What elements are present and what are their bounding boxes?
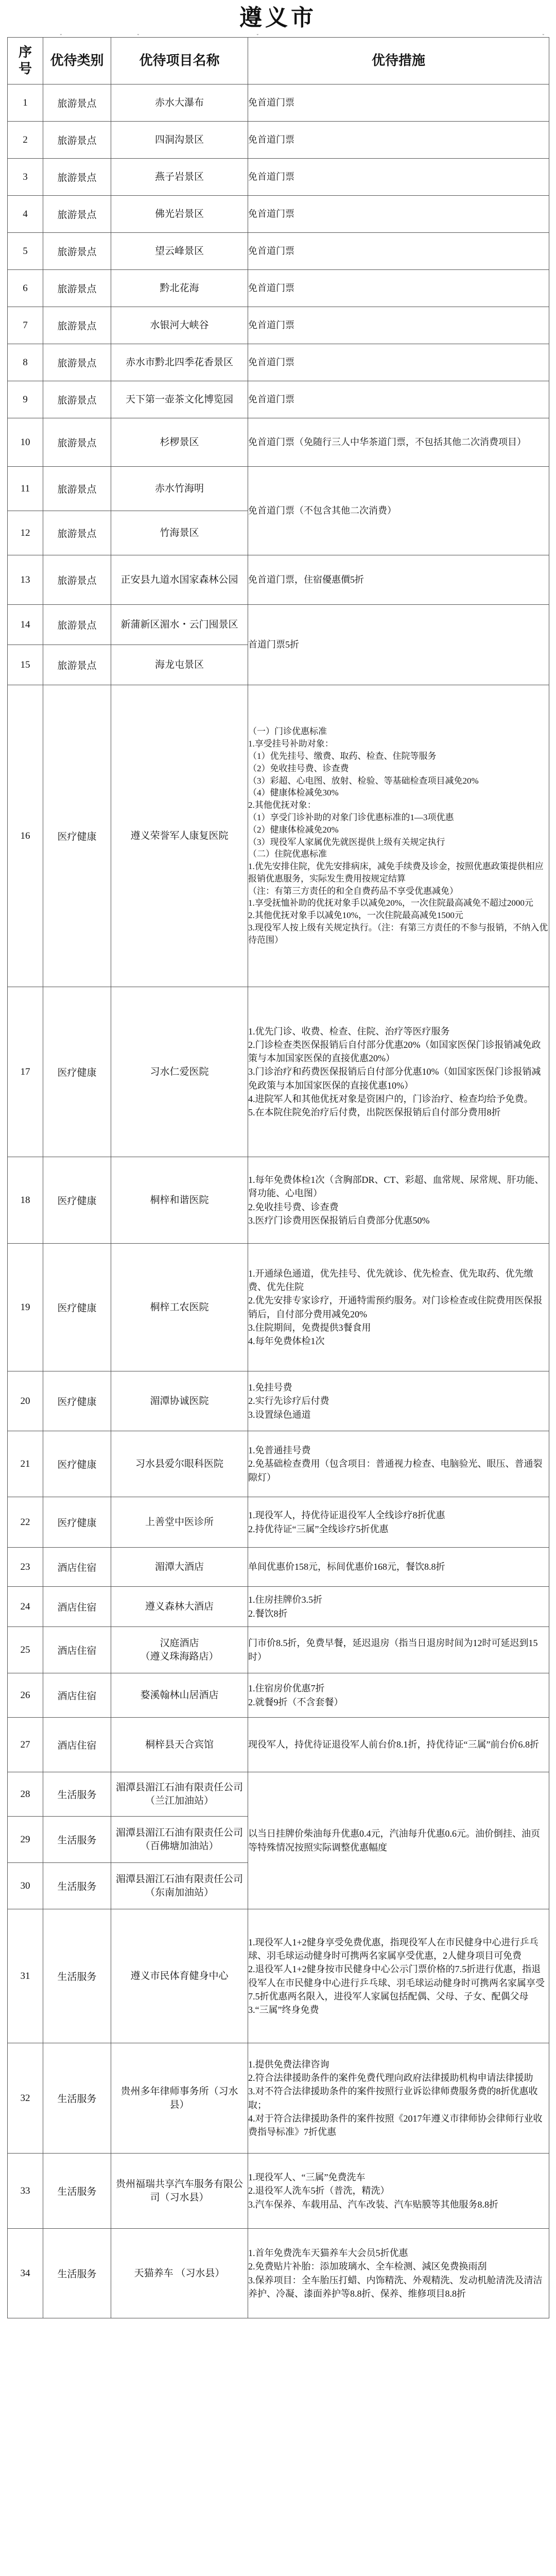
row-measure: 门市价8.5折，免费早餐，延迟退房（指当日退房时间为12时可延迟到15时） [248, 1627, 549, 1673]
row-no: 16 [8, 685, 43, 987]
row-name: 湄潭县湄江石油有限责任公司（百佛塘加油站） [115, 1827, 243, 1852]
row-measure: 1.免普通挂号费 2.免基础检查费用（包含项目：普通视力检查、电脑验光、眼压、普通裂隙灯） [248, 1431, 549, 1497]
row-measure: 1.住房挂牌价3.5折 2.餐饮8折 [248, 1587, 549, 1627]
row-type: 医疗健康 [43, 987, 111, 1157]
table-row [8, 1497, 549, 1548]
row-no: 33 [8, 2154, 43, 2229]
row-type: 医疗健康 [43, 685, 111, 987]
row-type: 生活服务 [43, 2229, 111, 2318]
row-type: 酒店住宿 [43, 1673, 111, 1718]
row-type: 医疗健康 [43, 1497, 111, 1548]
table-row [8, 1244, 549, 1371]
row-no: 23 [8, 1548, 43, 1587]
row-type: 酒店住宿 [43, 1627, 111, 1673]
row-no: 29 [8, 1817, 43, 1863]
row-measure: 1.住宿房价优惠7折 2.就餐9折（不含套餐） [248, 1673, 549, 1718]
row-no: 32 [8, 2043, 43, 2154]
row-no: 9 [8, 381, 43, 418]
row-name: 上善堂中医诊所 [145, 1516, 214, 1528]
row-name: 汉庭酒店 （遵义珠海路店） [140, 1637, 219, 1662]
row-type: 医疗健康 [43, 1244, 111, 1371]
row-name: 湄潭县湄江石油有限责任公司（兰江加油站） [115, 1782, 243, 1806]
table-row [8, 344, 549, 381]
row-measure: 首道门票5折 [248, 605, 549, 685]
row-name: 正安县九道水国家森林公园 [120, 574, 238, 585]
row-no: 31 [8, 1909, 43, 2043]
row-no: 8 [8, 344, 43, 381]
row-type: 旅游景点 [43, 307, 111, 344]
table-row [8, 159, 549, 196]
row-name: 杉椤景区 [160, 436, 199, 448]
row-name: 贵州多年律师事务所（习水县） [120, 2086, 238, 2110]
row-name: 黔北花海 [160, 282, 199, 294]
row-no: 21 [8, 1431, 43, 1497]
row-no: 6 [8, 270, 43, 307]
row-no: 19 [8, 1244, 43, 1371]
row-no: 10 [8, 418, 43, 467]
row-measure: 免首道门票 [248, 381, 549, 418]
row-name: 赤水竹海明 [154, 483, 204, 494]
table-row [8, 987, 549, 1157]
header-measure: 优待措施 [248, 38, 549, 84]
row-type: 旅游景点 [43, 381, 111, 418]
row-name: 遵义荣誉军人康复医院 [130, 830, 229, 841]
row-type: 旅游景点 [43, 196, 111, 233]
row-name: 天下第一壶茶文化博览园 [125, 394, 233, 405]
row-measure: 1.现役军人、“三属”免费洗车 2.退役军人洗车5折（普洗，精洗） 3.汽车保养、车载用品、汽车改装、汽车贴膜等其他服务8.8折 [248, 2154, 549, 2229]
row-no: 28 [8, 1772, 43, 1817]
row-measure: 免首道门票 [248, 122, 549, 159]
row-type: 旅游景点 [43, 84, 111, 122]
row-measure: 免首道门票，住宿優惠價5折 [248, 555, 549, 605]
row-name: 望云峰景区 [154, 245, 204, 257]
row-name: 桐梓和谐医院 [150, 1194, 209, 1206]
marker-mark: ⌄ [256, 31, 259, 36]
row-type: 旅游景点 [43, 159, 111, 196]
row-no: 20 [8, 1371, 43, 1431]
row-no: 7 [8, 307, 43, 344]
row-measure: 1.提供免费法律咨询 2.符合法律援助条件的案件免费代理向政府法律援助机构申请法律援助 3.对不符合法律援助条件的案件按照行业诉讼律师费服务费的8折优惠收取； 4.对于符合法律援助条件的案件按照《2017年遵义市律师协会律师行业收费指导标准》7折优惠 [248, 2043, 549, 2154]
row-measure: 免首道门票 [248, 270, 549, 307]
row-name: 桐梓工农医院 [150, 1301, 209, 1313]
table-row [8, 1772, 549, 1817]
row-measure: （一）门诊优惠标准 1.享受挂号补助对象： （1）优先挂号、缴费、取药、检查、住院等服务 （2）免收挂号费、诊查费 （3）彩超、心电图、放射、检验、等基础检查项目减免20% （4）健康体检减免30% 2.其他优抚对象： （1）享受门诊补助的对象门诊优惠标准的1—3项优惠 （2）健康体检减免20% （3）现役军人家属优先就医提供上级有关规定执行 （二）住院优惠标准 1.优先安排住院，优先安排病床，减免手续费及诊金，按照优惠政策提供相应报销优惠服务，实际发生费用按规定结算 （注：有第三方责任的和全自费药品不享受优惠减免） 1.享受抚恤补助的优抚对象手以减免20%，一次住院最高减免不超过2000元 2.其他优抚对象手以减免10%，一次住院最高减免1500元 3.现役军人按上级有关规定执行。（注：有第三方责任的不参与报销，不纳入优待范围） [248, 685, 549, 987]
table-row [8, 1157, 549, 1244]
row-type: 生活服务 [43, 1863, 111, 1909]
table-header-row [8, 38, 549, 84]
row-name: 遵义森林大酒店 [145, 1601, 214, 1612]
row-no: 3 [8, 159, 43, 196]
row-measure: 免首道门票 [248, 307, 549, 344]
row-no: 34 [8, 2229, 43, 2318]
row-type: 医疗健康 [43, 1371, 111, 1431]
table-row [8, 467, 549, 511]
row-no: 1 [8, 84, 43, 122]
row-measure: 免首道门票 [248, 233, 549, 270]
marker-mark: ⌄ [542, 31, 545, 36]
row-measure: 1.现役军人，持优待证退役军人全线诊疗8折优惠 2.持优待证“三属”全线诊疗5折优惠 [248, 1497, 549, 1548]
row-type: 旅游景点 [43, 233, 111, 270]
row-type: 生活服务 [43, 2043, 111, 2154]
row-type: 旅游景点 [43, 645, 111, 685]
row-no: 14 [8, 605, 43, 645]
row-measure: 1.免挂号费 2.实行先诊疗后付费 3.设置绿色通道 [248, 1371, 549, 1431]
row-name: 湄潭大酒店 [154, 1561, 204, 1572]
row-type: 酒店住宿 [43, 1548, 111, 1587]
header-type: 优待类别 [43, 38, 111, 84]
table-row [8, 233, 549, 270]
header-no: 序 号 [8, 38, 43, 84]
row-type: 生活服务 [43, 1772, 111, 1817]
row-measure: 免首道门票（免随行三人中华茶道门票，不包括其他二次消费项目） [248, 418, 549, 467]
table-row [8, 1371, 549, 1431]
page-title: 遵义市 [239, 5, 317, 30]
marker-mark: ⌄ [136, 31, 140, 36]
benefits-table [7, 37, 549, 2318]
table-row [8, 2154, 549, 2229]
row-type: 旅游景点 [43, 467, 111, 511]
row-measure: 1.每年免费体检1次（含胸部DR、CT、彩超、血常规、尿常规、肝功能、肾功能、心电图） 2.免收挂号费、诊查费 3.医疗门诊费用医保报销后自费部分优惠50% [248, 1157, 549, 1244]
row-no: 30 [8, 1863, 43, 1909]
row-type: 旅游景点 [43, 122, 111, 159]
row-type: 酒店住宿 [43, 1587, 111, 1627]
row-type: 旅游景点 [43, 605, 111, 645]
row-measure: 免首道门票 [248, 159, 549, 196]
row-no: 4 [8, 196, 43, 233]
row-type: 医疗健康 [43, 1157, 111, 1244]
row-type: 旅游景点 [43, 418, 111, 467]
row-measure: 免首道门票 [248, 344, 549, 381]
table-row [8, 122, 549, 159]
row-name: 习水县爱尔眼科医院 [135, 1458, 223, 1469]
row-measure: 免首道门票（不包含其他二次消费） [248, 467, 549, 555]
table-row [8, 1548, 549, 1587]
table-row [8, 1587, 549, 1627]
row-no: 15 [8, 645, 43, 685]
table-row [8, 1627, 549, 1673]
row-type: 旅游景点 [43, 344, 111, 381]
table-row [8, 307, 549, 344]
row-type: 旅游景点 [43, 270, 111, 307]
row-no: 24 [8, 1587, 43, 1627]
row-type: 旅游景点 [43, 511, 111, 555]
row-name: 湄潭县湄江石油有限责任公司（东南加油站） [115, 1873, 243, 1898]
row-no: 13 [8, 555, 43, 605]
row-type: 医疗健康 [43, 1431, 111, 1497]
table-row [8, 270, 549, 307]
table-row [8, 1673, 549, 1718]
row-name: 新蒲新区湄水・云门囤景区 [120, 619, 238, 630]
row-measure: 单间优惠价158元，标间优惠价168元，餐饮8.8折 [248, 1548, 549, 1587]
row-type: 生活服务 [43, 1817, 111, 1863]
table-row [8, 685, 549, 987]
row-name: 婺溪翰林山居酒店 [140, 1689, 219, 1701]
row-measure: 1.首年免费洗车天猫养车大会员5折优惠 2.免费贴片补胎：添加玻璃水、全车检测、減区免费换雨刮 3.保养项目：全车胎压打蜡、内饰精洗、外观精洗、发动机舱清洗及清洁养护、冷凝、漆面养护等8.8折、保养、维修项目8.8折 [248, 2229, 549, 2318]
row-name: 赤水大瀑布 [154, 97, 204, 108]
row-type: 生活服务 [43, 2154, 111, 2229]
row-name: 水银河大峡谷 [150, 319, 209, 331]
row-no: 22 [8, 1497, 43, 1548]
table-row [8, 2229, 549, 2318]
row-measure: 以当日挂牌价柴油每升优惠0.4元，汽油每升优惠0.6元。油价倒挂、油页等特殊情况按照实际调整优惠幅度 [248, 1772, 549, 1909]
row-no: 2 [8, 122, 43, 159]
table-row [8, 605, 549, 645]
table-row [8, 1431, 549, 1497]
header-name: 优待项目名称 [111, 38, 248, 84]
row-name: 湄潭协诚医院 [150, 1395, 209, 1406]
row-name: 桐梓县天合宾馆 [145, 1739, 214, 1750]
row-measure: 1.优先门诊、收费、检查、住院、治疗等医疗服务 2.门诊检查类医保报销后自付部分优惠20%（如国家医保门诊报销减免政策与本加国家医保的直接优惠20%） 3.门诊治疗和药费医保报销后自付部分优惠10%（如国家医保门诊报销减免政策与本加国家医保的直接优惠10%） 4.进院军人和其他优抚对象是资困户的，门诊治疗、检查均给予免费。 5.在本院住院免治疗后付费，出院医保报销后自付部分费用8折 [248, 987, 549, 1157]
column-markers [0, 32, 556, 36]
row-type: 酒店住宿 [43, 1718, 111, 1772]
row-no: 18 [8, 1157, 43, 1244]
row-name: 赤水市黔北四季花香景区 [125, 357, 233, 368]
row-no: 25 [8, 1627, 43, 1673]
row-name: 天猫养车 （习水县） [134, 2267, 225, 2279]
table-row [8, 381, 549, 418]
row-name: 四洞沟景区 [154, 134, 204, 145]
row-no: 11 [8, 467, 43, 511]
row-measure: 1.现役军人1+2健身享受免费优惠，指现役军人在市民健身中心进行乒乓球、羽毛球运动健身时可携两名家属享受优惠，2人健身项目可免费 2.退役军人1+2健身按市民健身中心公示门票价格的7.5折进行优惠，指退役军人在市民健身中心进行乒乓球、羽毛球运动健身时可携两名家属享受7.5折优惠两名限入，进役军人家属包括配偶、父母、子女、配偶父母 3.“三属”终身免费 [248, 1909, 549, 2043]
table-row [8, 2043, 549, 2154]
row-no: 5 [8, 233, 43, 270]
row-measure: 免首道门票 [248, 84, 549, 122]
row-name: 燕子岩景区 [154, 171, 204, 182]
table-row [8, 84, 549, 122]
row-name: 海龙屯景区 [154, 659, 204, 670]
row-name: 竹海景区 [160, 527, 199, 538]
row-measure: 1.开通绿色通道，优先挂号、优先就诊、优先检查、优先取药、优先缴费、优先住院 2.优先安排专家诊疗，开通特需预约服务。对门诊检查或住院费用医保报销后，自付部分费用减免20% 3.住院期间，免费提供3餐食用 4.每年免费体检1次 [248, 1244, 549, 1371]
marker-mark: ⌄ [59, 31, 63, 36]
table-row [8, 1909, 549, 2043]
row-no: 26 [8, 1673, 43, 1718]
row-name: 习水仁爱医院 [150, 1066, 209, 1077]
row-no: 12 [8, 511, 43, 555]
table-row [8, 418, 549, 467]
row-type: 旅游景点 [43, 555, 111, 605]
row-no: 27 [8, 1718, 43, 1772]
row-measure: 现役军人，持优待证退役军人前台价8.1折，持优待证“三属”前台价6.8折 [248, 1718, 549, 1772]
table-row [8, 196, 549, 233]
table-row [8, 555, 549, 605]
row-no: 17 [8, 987, 43, 1157]
row-name: 贵州福瑞共享汽车服务有限公司（习水县） [115, 2178, 243, 2203]
row-type: 生活服务 [43, 1909, 111, 2043]
row-measure: 免首道门票 [248, 196, 549, 233]
table-row [8, 1718, 549, 1772]
row-name: 遵义市民体育健身中心 [130, 1970, 229, 1981]
row-name: 佛光岩景区 [154, 208, 204, 219]
